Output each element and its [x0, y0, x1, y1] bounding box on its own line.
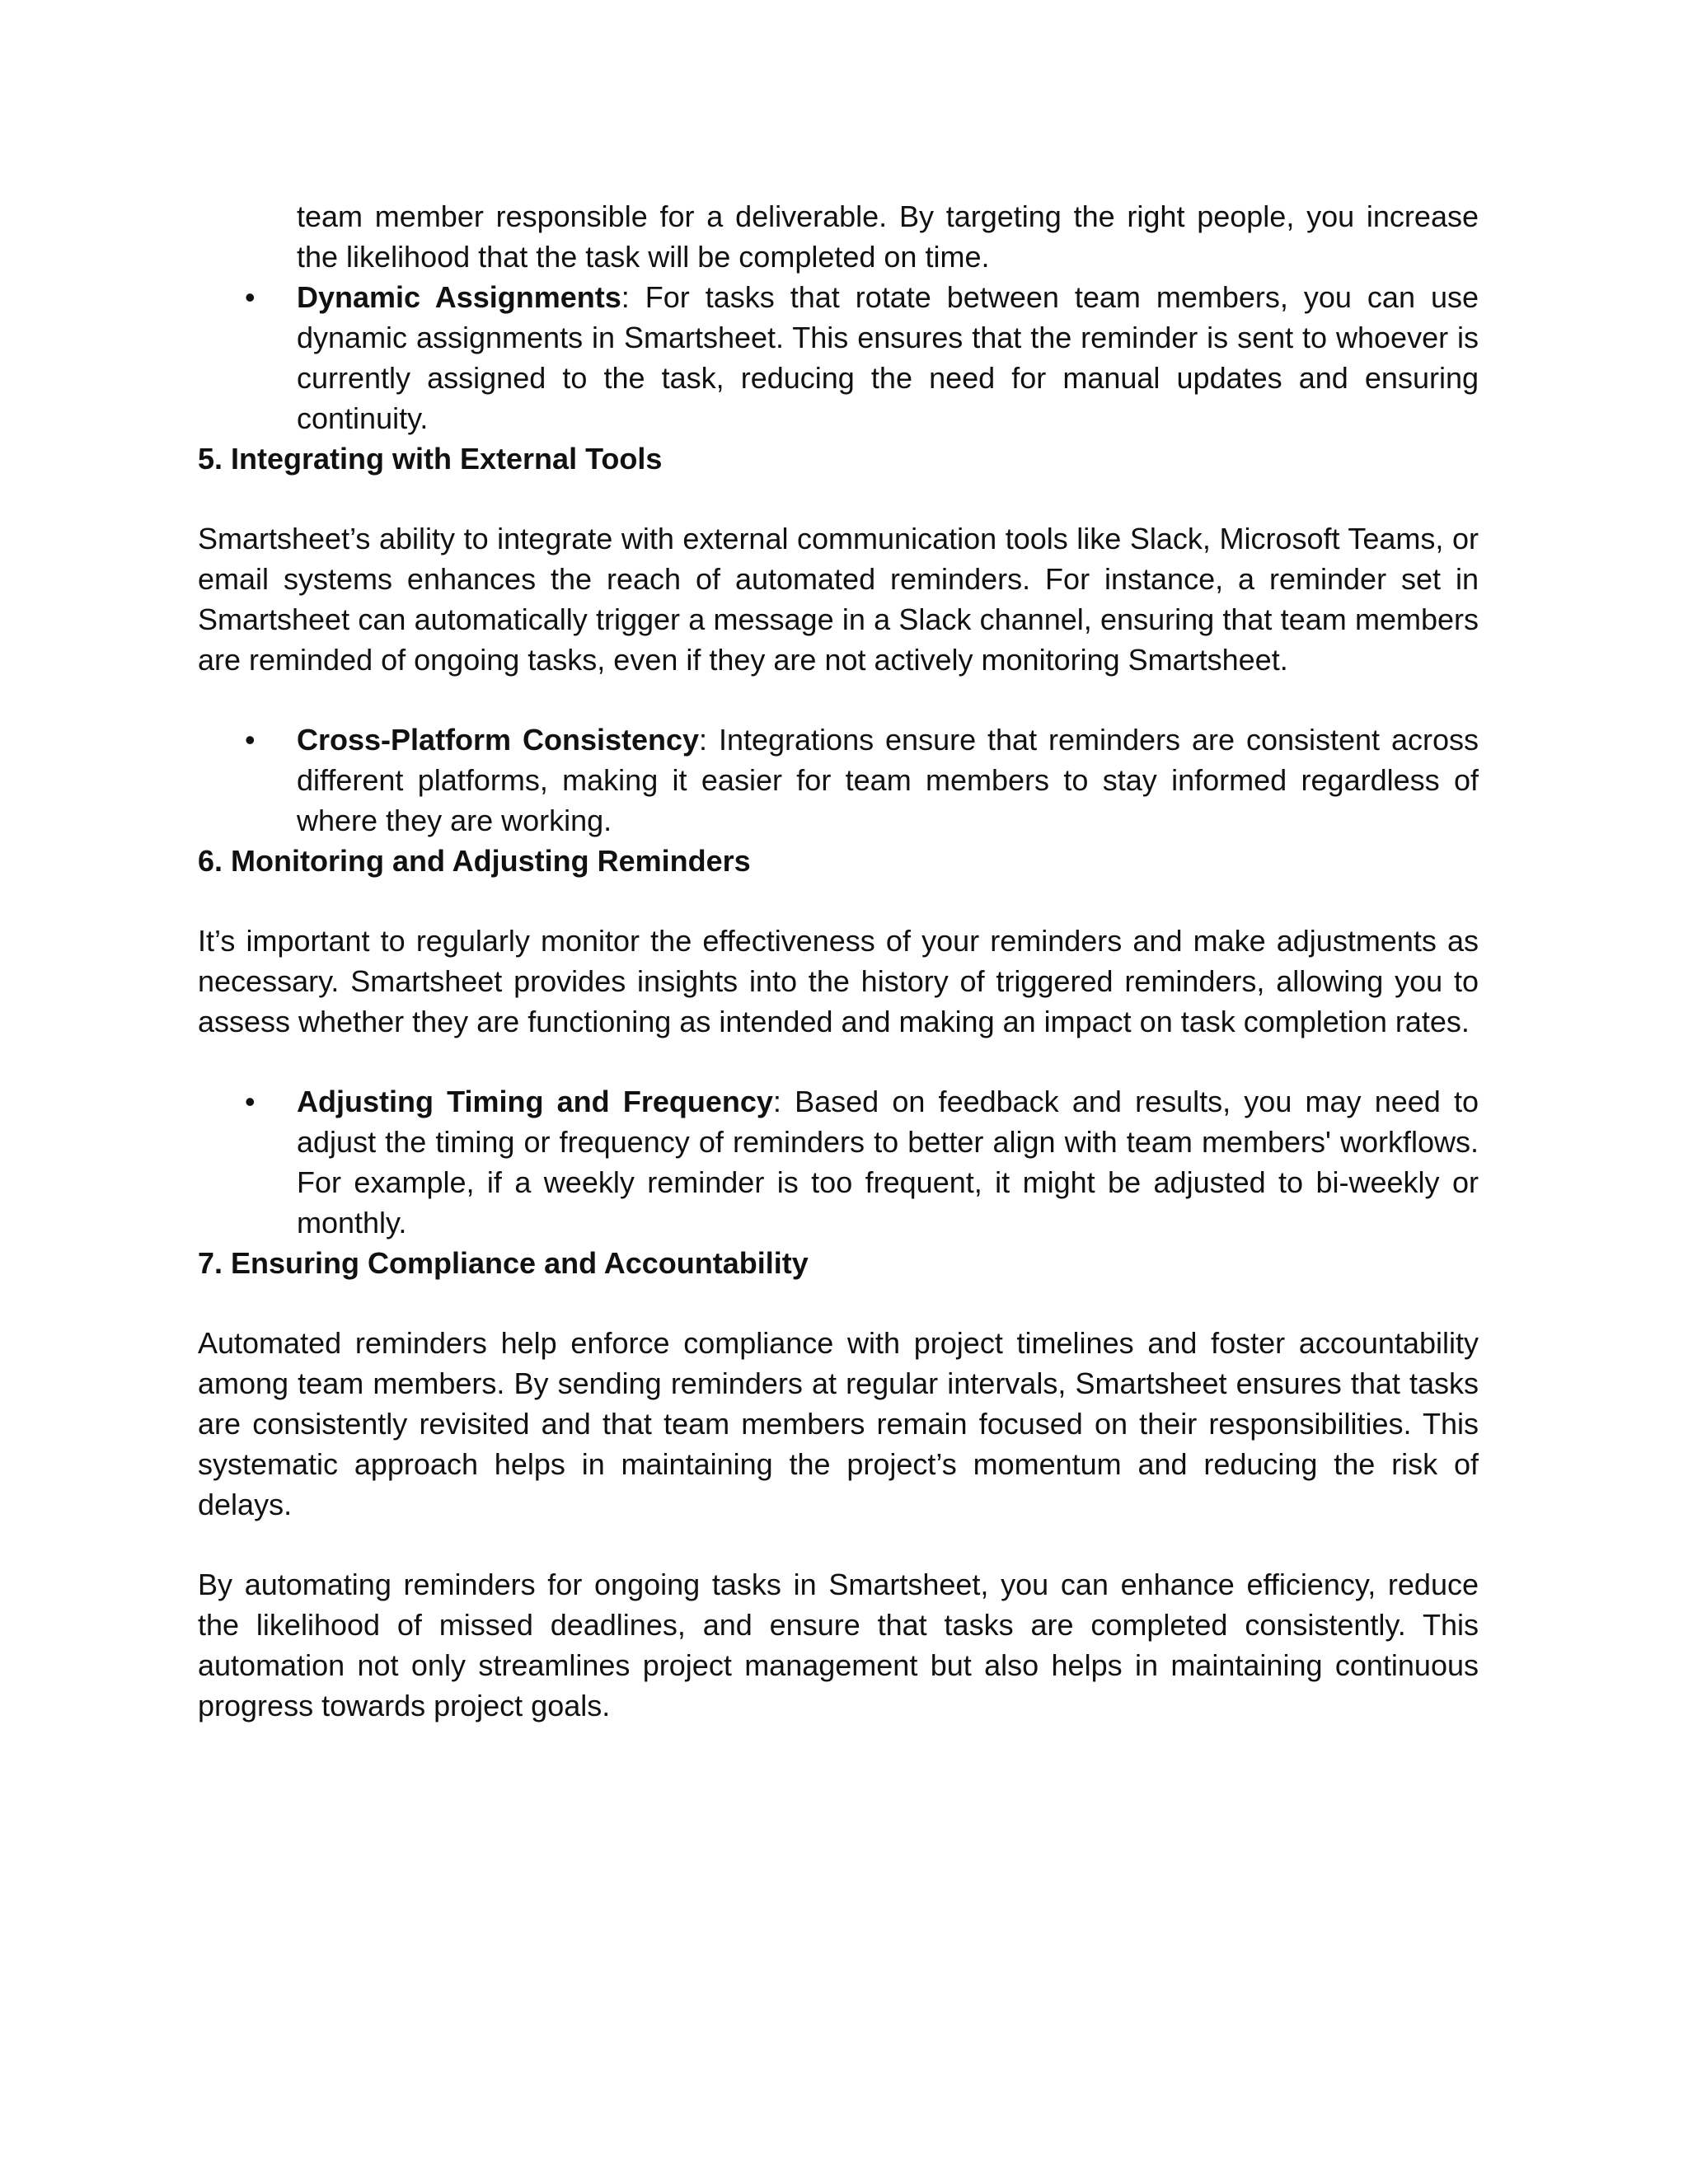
bullet-text: : Integrations ensure that reminders are consistent across different platforms, making it easier for team members to stay informed regardless of where they are working. [297, 723, 1479, 837]
section-6-heading: 6. Monitoring and Adjusting Reminders [198, 844, 751, 878]
section-5-paragraph: Smartsheet’s ability to integrate with external communication tools like Slack, Microsoft Teams, or email systems enhances the reach of automated reminders. For instance, a reminder set in Smartsheet can automatically trigger a message in a Slack channel, ensuring that team members are reminded of ongoing tasks, even if they are not actively monitoring Smartsheet. [198, 522, 1479, 677]
section-7-paragraph: Automated reminders help enforce compliance with project timelines and foster accountability among team members. By sending reminders at regular intervals, Smartsheet ensures that tasks are consistently revisited and that team members remain focused on their responsibilities. This systematic approach helps in maintaining the project’s momentum and reducing the risk of delays. [198, 1326, 1479, 1521]
bullet-term: Dynamic Assignments [297, 280, 621, 314]
section-6-paragraph: It’s important to regularly monitor the effectiveness of your reminders and make adjustments as necessary. Smartsheet provides insights into the history of triggered reminders, allowing you to assess whether they are functioning as intended and making an impact on task completion rates. [198, 924, 1479, 1038]
document-body [198, 196, 1479, 1765]
list-item-dynamic-assignments [198, 277, 1479, 438]
list-item-cross-platform [198, 719, 1479, 841]
bullet-term: Cross-Platform Consistency [297, 723, 700, 757]
bullet-text: : For tasks that rotate between team members, you can use dynamic assignments in Smartsheet. This ensures that the reminder is sent to whoever is currently assigned to the task, reducing the need for manual updates and ensuring continuity. [297, 280, 1479, 435]
bullet-continuation: team member responsible for a deliverable. By targeting the right people, you increase the likelihood that the task will be completed on time. [297, 199, 1479, 274]
bullet-text: : Based on feedback and results, you may need to adjust the timing or frequency of reminders to better align with team members' workflows. For example, if a weekly reminder is too frequent, it might be adjusted to bi-weekly or monthly. [297, 1085, 1479, 1240]
bullet-dot: • [245, 280, 256, 314]
section-5-heading: 5. Integrating with External Tools [198, 442, 663, 476]
bullet-list-assignments [198, 277, 1479, 438]
bullet-term: Adjusting Timing and Frequency [297, 1085, 773, 1118]
bullet-list-section-6 [198, 1081, 1479, 1243]
bullet-dot: • [245, 1085, 256, 1118]
conclusion-paragraph: By automating reminders for ongoing tasks in Smartsheet, you can enhance efficiency, reduce the likelihood of missed deadlines, and ensure that tasks are completed consistently. This automation not only streamlines project management but also helps in maintaining continuous progress towards project goals. [198, 1568, 1479, 1722]
bullet-dot: • [245, 723, 256, 757]
section-7-heading: 7. Ensuring Compliance and Accountability [198, 1246, 809, 1280]
bullet-list-section-5 [198, 719, 1479, 841]
list-item-adjusting-timing [198, 1081, 1479, 1243]
